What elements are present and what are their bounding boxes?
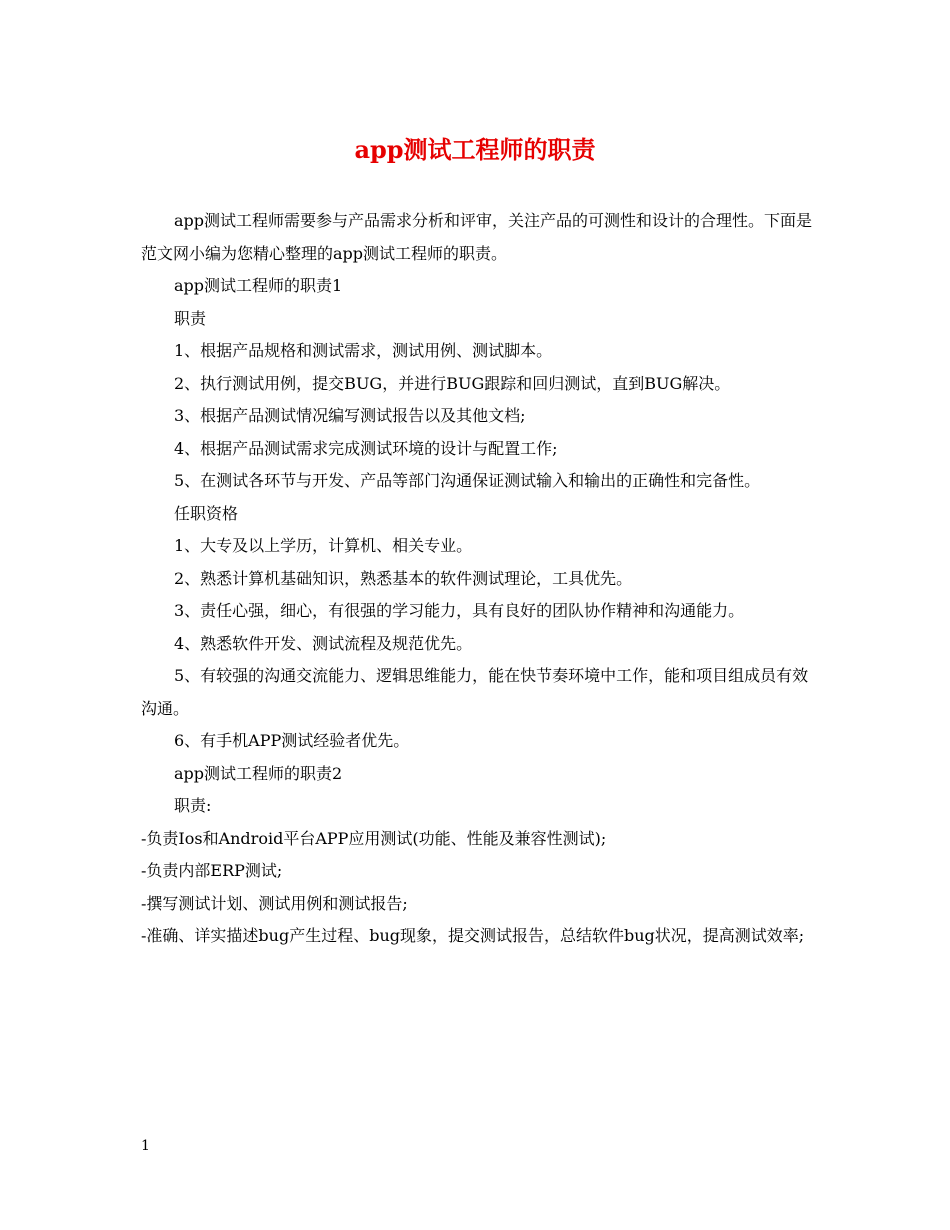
document-body [141, 205, 813, 953]
dash-duty-item: -撰写测试计划、测试用例和测试报告; [141, 893, 408, 913]
section-heading-2: app测试工程师的职责2 [174, 763, 343, 783]
duty-item: 3、根据产品测试情况编写测试报告以及其他文档; [174, 406, 526, 425]
duty-item: 4、根据产品测试需求完成测试环境的设计与配置工作; [174, 438, 558, 458]
page-number: 1 [141, 1138, 150, 1154]
qualification-item: 4、熟悉软件开发、测试流程及规范优先。 [174, 633, 473, 653]
section-heading-1: app测试工程师的职责1 [174, 276, 343, 295]
qualification-item: 2、熟悉计算机基础知识，熟悉基本的软件测试理论，工具优先。 [174, 568, 633, 588]
subheading-qualifications: 任职资格 [174, 503, 239, 523]
qualification-item: 6、有手机APP测试经验者优先。 [174, 731, 410, 750]
duty-item: 1、根据产品规格和测试需求，测试用例、测试脚本。 [174, 341, 553, 360]
qualification-item: 1、大专及以上学历，计算机、相关专业。 [174, 536, 473, 555]
document-title: app测试工程师的职责 [354, 135, 596, 164]
dash-duty-item: -负责内部ERP测试; [141, 861, 283, 880]
qualification-item: 3、责任心强，细心，有很强的学习能力，具有良好的团队协作精神和沟通能力。 [174, 601, 745, 620]
intro-paragraph: app测试工程师需要参与产品需求分析和评审，关注产品的可测性和设计的合理性。下面是范文网小编为您精心整理的app测试工程师的职责。 [141, 211, 813, 263]
duty-item: 2、执行测试用例，提交BUG，并进行BUG跟踪和回归测试，直到BUG解决。 [174, 373, 731, 393]
subheading-duties-2: 职责: [174, 796, 212, 815]
dash-duty-item: -负责Ios和Android平台APP应用测试(功能、性能及兼容性测试); [141, 828, 607, 848]
qualification-item: 5、有较强的沟通交流能力、逻辑思维能力，能在快节奏环境中工作，能和项目组成员有效沟通。 [141, 666, 809, 718]
duty-item: 5、在测试各环节与开发、产品等部门沟通保证测试输入和输出的正确性和完备性。 [174, 471, 761, 490]
dash-duty-item: -准确、详实描述bug产生过程、bug现象，提交测试报告，总结软件bug状况，提高测试效率; [141, 926, 805, 945]
subheading-duties-1: 职责 [174, 308, 207, 328]
